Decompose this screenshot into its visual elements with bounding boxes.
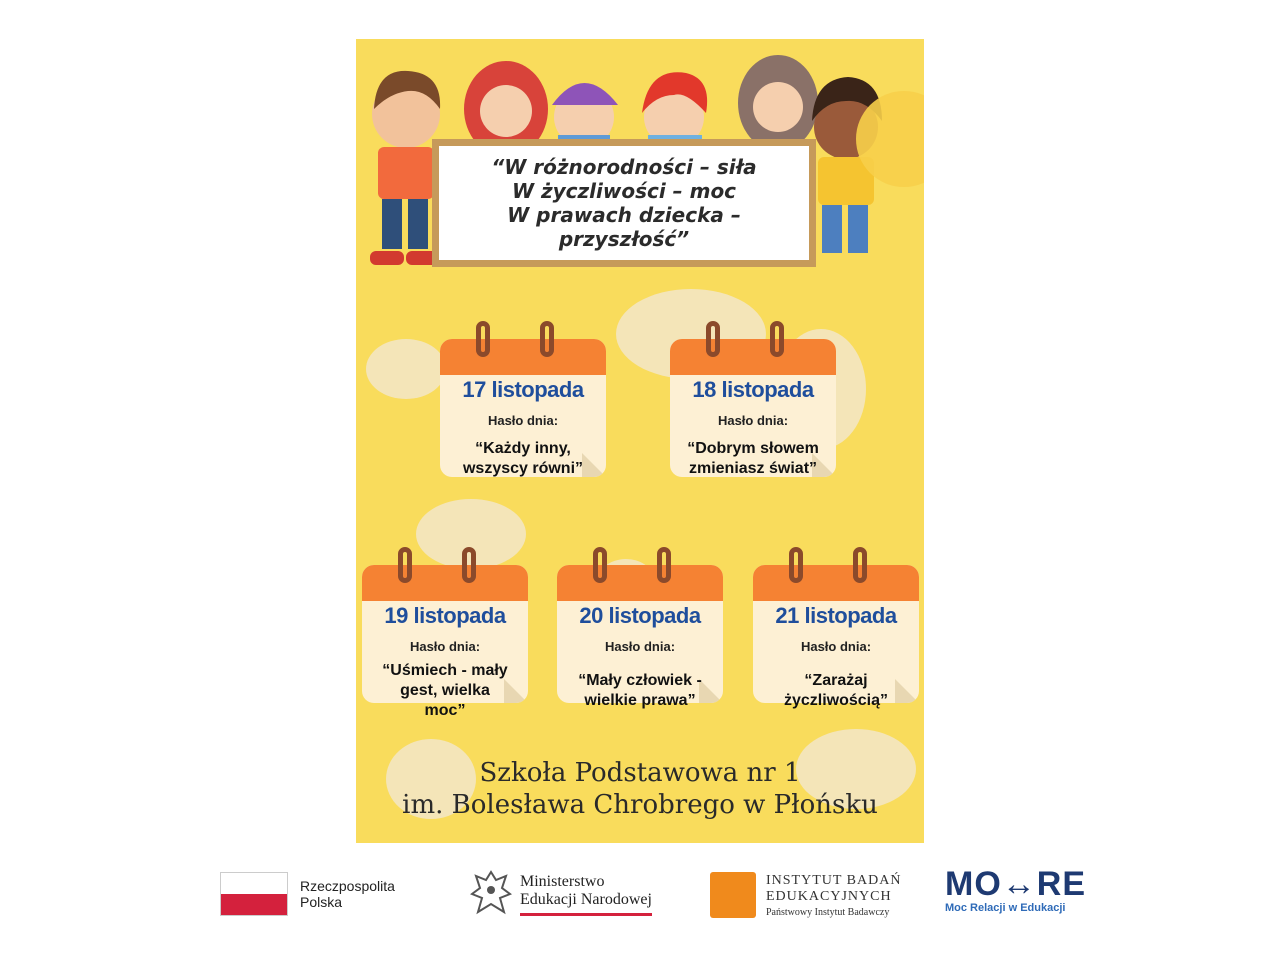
ibe-logo-icon <box>710 872 756 918</box>
calendar-date: 19 listopada <box>384 603 506 628</box>
school-name-line-1: Szkoła Podstawowa nr 1 <box>479 758 801 788</box>
calendar-ring-icon <box>706 321 720 357</box>
calendar-ring-icon <box>540 321 554 357</box>
calendar-ring-icon <box>462 547 476 583</box>
calendar-label: Hasło dnia: <box>717 413 789 428</box>
calendar-card <box>362 547 528 719</box>
calendar-label: Hasło dnia: <box>800 639 872 654</box>
logo-men-line-1: Ministerstwo <box>520 872 605 890</box>
calendar-date: 20 listopada <box>579 603 701 628</box>
calendar-ring-icon <box>853 547 867 583</box>
motto-line-1: “W różnorodności – siła <box>491 155 757 179</box>
calendar-card <box>753 547 919 709</box>
logo-more-title: MO↔RE <box>945 865 1086 903</box>
logo-rp-line-1: Rzeczpospolita <box>300 878 395 894</box>
calendar-quote: “Każdy inny, wszyscy równi” <box>462 440 584 477</box>
calendar-card <box>670 321 836 477</box>
logo-men-line-2: Edukacji Narodowej <box>520 891 652 916</box>
calendar-label: Hasło dnia: <box>487 413 559 428</box>
logo-rp-line-2: Polska <box>300 894 343 910</box>
polish-flag-icon <box>220 872 288 916</box>
logo-men <box>470 868 652 920</box>
calendar-quote: “Zarażaj życzliwością” <box>783 672 889 709</box>
calendar-ring-icon <box>770 321 784 357</box>
calendar-label: Hasło dnia: <box>604 639 676 654</box>
motto-line-3: W prawach dziecka – przyszłość” <box>507 203 741 251</box>
calendar-date: 18 listopada <box>692 377 814 402</box>
logo-ibe <box>710 872 901 918</box>
school-name <box>356 757 924 821</box>
partner-logos <box>0 862 1280 932</box>
motto-board <box>432 139 816 267</box>
calendar-label: Hasło dnia: <box>409 639 481 654</box>
logo-ibe-line-3: Państwowy Instytut Badawczy <box>766 906 890 918</box>
logo-more-subtitle: Moc Relacji w Edukacji <box>945 902 1066 914</box>
calendar-ring-icon <box>593 547 607 583</box>
calendar-quote: “Uśmiech - mały gest, wielka moc” <box>382 662 508 719</box>
calendar-ring-icon <box>476 321 490 357</box>
calendar-card <box>440 321 606 477</box>
motto-line-2: W życzliwości – moc <box>511 179 737 203</box>
calendar-quote: “Mały człowiek - wielkie prawa” <box>578 672 702 709</box>
logo-rzeczpospolita <box>220 872 395 916</box>
eagle-emblem-icon <box>470 868 512 920</box>
calendar-date: 21 listopada <box>775 603 897 628</box>
calendar-ring-icon <box>398 547 412 583</box>
logo-more <box>945 866 1086 914</box>
calendar-quote: “Dobrym słowem zmieniasz świat” <box>687 440 819 477</box>
calendar-card <box>557 547 723 709</box>
calendar-ring-icon <box>789 547 803 583</box>
poster <box>356 39 924 843</box>
school-name-line-2: im. Bolesława Chrobrego w Płońsku <box>402 790 878 820</box>
background-blob <box>366 339 446 399</box>
calendar-date: 17 listopada <box>462 377 584 402</box>
logo-ibe-line-1: INSTYTUT BADAŃ <box>766 872 902 888</box>
logo-ibe-line-2: EDUKACYJNYCH <box>766 888 892 904</box>
calendar-ring-icon <box>657 547 671 583</box>
